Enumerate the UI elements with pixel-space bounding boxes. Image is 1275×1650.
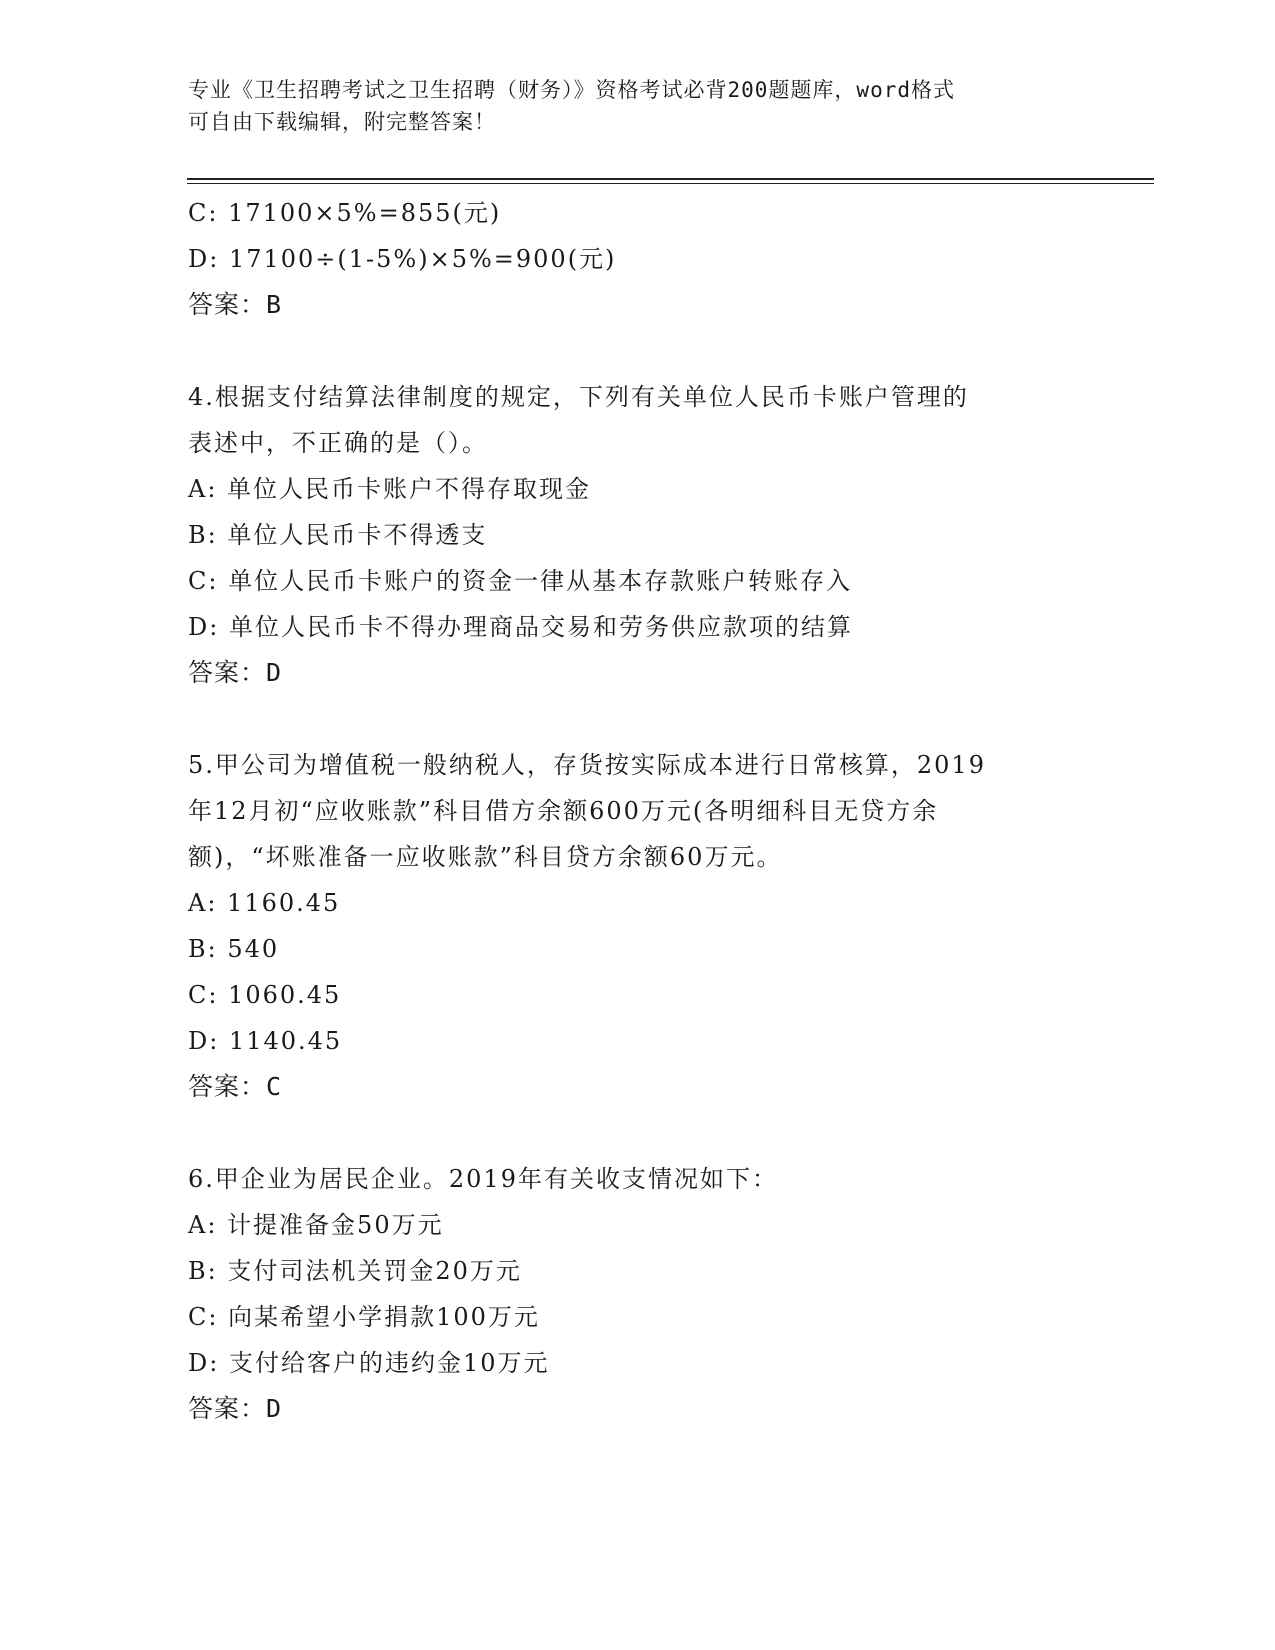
spacer [188,1110,1108,1156]
spacer [188,696,1108,742]
header-rule-thick [187,178,1154,180]
answer: 答案：B [188,290,283,319]
question-stem: 6.甲企业为居民企业。2019年有关收支情况如下： [188,1165,778,1193]
answer: 答案：C [188,1072,283,1101]
option-d: D: 支付给客户的违约金10万元 [188,1349,550,1377]
option-d: D: 17100÷(1-5%)×5%=900(元) [188,245,617,273]
option-c: C: 1060.45 [188,981,342,1009]
option-a: A: 计提准备金50万元 [188,1211,444,1239]
header-line-2: 可自由下载编辑，附完整答案！ [188,110,496,134]
option-c: C: 单位人民币卡账户的资金一律从基本存款账户转账存入 [188,567,853,595]
option-d: D: 1140.45 [188,1027,343,1055]
question-stem: 表述中，不正确的是（）。 [188,429,488,457]
option-b: B: 单位人民币卡不得透支 [188,521,488,549]
option-c: C: 向某希望小学捐款100万元 [188,1303,540,1331]
option-a: A: 1160.45 [188,889,341,917]
question-5 [188,742,1108,1110]
answer: 答案：D [188,1394,283,1423]
spacer [188,328,1108,374]
option-d: D: 单位人民币卡不得办理商品交易和劳务供应款项的结算 [188,613,853,641]
answer: 答案：D [188,658,283,687]
header-rule-thin [187,183,1154,184]
document-header [188,74,1088,138]
option-b: B: 支付司法机关罚金20万元 [188,1257,522,1285]
question-stem: 年12月初“应收账款”科目借方余额600万元(各明细科目无贷方余 [188,797,939,825]
document-body [188,190,1108,1432]
header-line-1: 专业《卫生招聘考试之卫生招聘（财务）》资格考试必背200题题库，word格式 [188,78,955,102]
question-stem: 额)，“坏账准备一应收账款”科目贷方余额60万元。 [188,843,783,871]
question-stem: 4.根据支付结算法律制度的规定，下列有关单位人民币卡账户管理的 [188,383,969,411]
question-4 [188,374,1108,696]
option-c: C: 17100×5%=855(元) [188,199,502,227]
option-b: B: 540 [188,935,280,963]
question-6 [188,1156,1108,1432]
option-a: A: 单位人民币卡账户不得存取现金 [188,475,592,503]
question-stem: 5.甲公司为增值税一般纳税人，存货按实际成本进行日常核算，2019 [188,751,986,779]
question-3-continuation [188,190,1108,328]
